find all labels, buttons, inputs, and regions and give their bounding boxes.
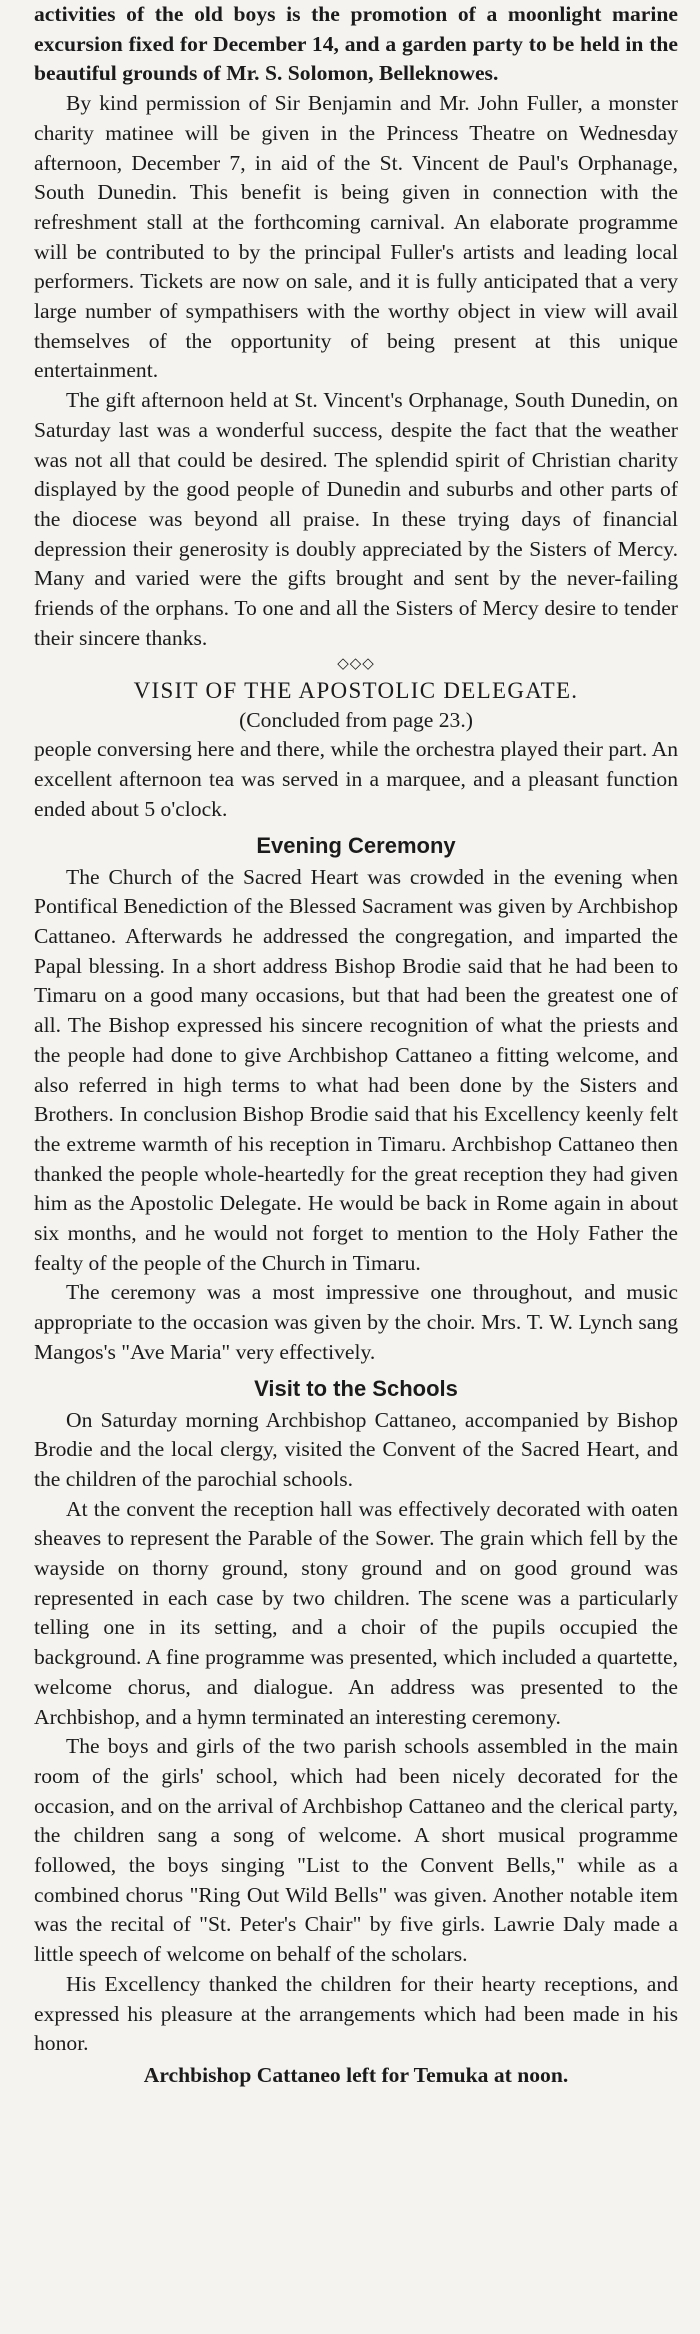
charity-matinee-paragraph: By kind permission of Sir Benjamin and Mr. John Fuller, a monster charity matinee will be given in the Princess Theatre on Wednesday afternoon, December 7, in aid of the St. Vincent de Paul's Orphanage, South Dunedin. This benefit is being given in connection with the refreshment stall at the forthcoming carnival. An elaborate programme will be contributed to by the principal Fuller's artists and leading local performers. Tickets are now on sale, and it is fully anticipated that a very large number of sympathisers with the worthy object in view will avail themselves of the opportunity of being present at this unique entertainment.	[34, 91, 678, 383]
article-intro: people conversing here and there, while the orchestra played their part. An excellent afternoon tea was served in a marquee, and a pleasant function ended about 5 o'clock.	[34, 737, 678, 821]
closing-line: Archbishop Cattaneo left for Temuka at noon.	[143, 2063, 569, 2087]
evening-ceremony-paragraph-2: The ceremony was a most impressive one throughout, and music appropriate to the occasion was given by the choir. Mrs. T. W. Lynch sang Mangos's "Ave Maria" very effectively.	[34, 1280, 678, 1364]
schools-visit-paragraph-4: His Excellency thanked the children for their hearty receptions, and expressed his pleasure at the arrangements which had been made in his honor.	[34, 1971, 678, 2056]
old-boys-paragraph: activities of the old boys is the promotion of a moonlight marine excursion fixed for December 14, and a garden party to be held in the beautiful grounds of Mr. S. Solomon, Belleknowes.	[34, 2, 678, 86]
schools-visit-paragraph-3: The boys and girls of the two parish schools assembled in the main room of the girls' school, which had been nicely decorated for the occasion, and on the arrival of Archbishop Cattaneo and the clerical party, the children sang a song of welcome. A short musical programme followed, the boys singing "List to the Convent Bells," while as a combined chorus "Ring Out Wild Bells" was given. Another notable item was the recital of "St. Peter's Chair" by five girls. Lawrie Daly made a little speech of welcome on behalf of the scholars.	[34, 1734, 678, 1967]
schools-visit-paragraph-1: On Saturday morning Archbishop Cattaneo, accompanied by Bishop Brodie and the local clergy, visited the Convent of the Sacred Heart, and the children of the parochial schools.	[34, 1407, 678, 1491]
gift-afternoon-paragraph: The gift afternoon held at St. Vincent's Orphanage, South Dunedin, on Saturday last was a wonderful success, despite the fact that the weather was not all that could be desired. The splendid spirit of Christian charity displayed by the good people of Dunedin and suburbs and other parts of the diocese was beyond all praise. In these trying days of financial depression their generosity is doubly appreciated by the Sisters of Mercy. Many and varied were the gifts brought and sent by the never-failing friends of the orphans. To one and all the Sisters of Mercy desire to tender their sincere thanks.	[34, 388, 678, 650]
section-divider: ◇◇◇	[337, 656, 375, 673]
evening-ceremony-paragraph-1: The Church of the Sacred Heart was crowded in the evening when Pontifical Benediction of the Blessed Sacrament was given by Archbishop Cattaneo. Afterwards he addressed the congregation, and imparted the Papal blessing. In a short address Bishop Brodie said that he had been to Timaru on a good many occasions, but that had been the greatest one of all. The Bishop expressed his sincere recognition of what the priests and the people had done to give Archbishop Cattaneo a fitting welcome, and also referred in high terms to what had been done by the Sisters and Brothers. In conclusion Bishop Brodie said that his Excellency keenly felt the extreme warmth of his reception in Timaru. Archbishop Cattaneo then thanked the people whole-heartedly for the great reception they had given him as the Apostolic Delegate. He would be back in Rome again in about six months, and he would not forget to mention to the Holy Father the fealty of the people of the Church in Timaru.	[34, 864, 678, 1275]
schools-visit-heading: Visit to the Schools	[254, 1375, 458, 1401]
schools-visit-paragraph-2: At the convent the reception hall was effectively decorated with oaten sheaves to represent the Parable of the Sower. The grain which fell by the wayside on thorny ground, stony ground and on good ground was represented in each case by two children. The scene was a particularly telling one in its setting, and a choir of the pupils occupied the background. A fine programme was presented, which included a quartette, welcome chorus, and dialogue. An address was presented to the Archbishop, and a hymn terminated an interesting ceremony.	[34, 1496, 678, 1729]
evening-ceremony-heading: Evening Ceremony	[256, 832, 456, 858]
article-headline: VISIT OF THE APOSTOLIC DELEGATE.	[133, 678, 579, 704]
continuation-note: (Concluded from page 23.)	[239, 708, 473, 733]
